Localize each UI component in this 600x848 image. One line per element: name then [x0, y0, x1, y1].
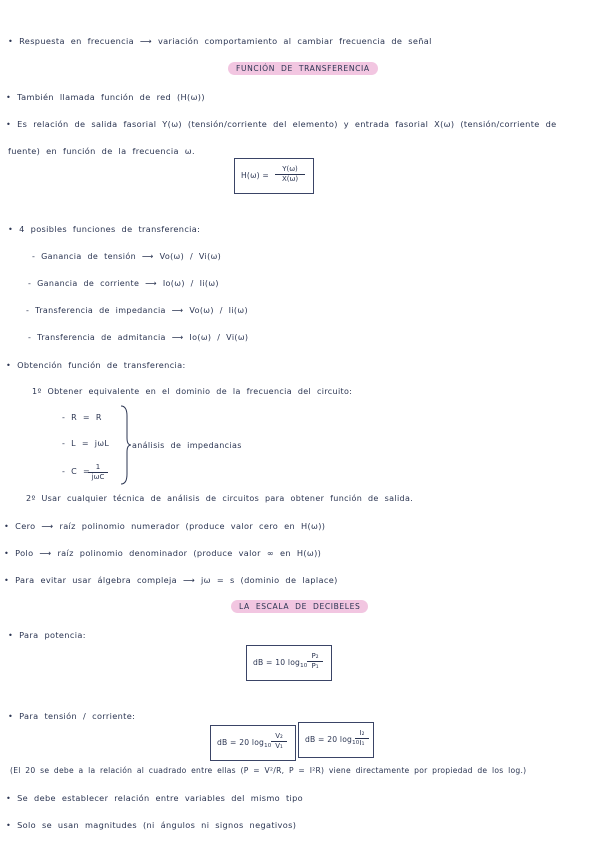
- note-zero: • Cero ⟶ raíz polinomio numerador (produce valor cero en H(ω)): [4, 521, 326, 531]
- voltage-fraction: [271, 732, 287, 751]
- formula-numerator: Y(ω): [275, 165, 305, 175]
- note-obtaining-function: • Obtención función de transferencia:: [6, 360, 186, 370]
- formula-denominator: X(ω): [281, 175, 299, 183]
- current-denominator: I₁: [359, 739, 365, 747]
- formula-box-current: [298, 722, 374, 758]
- formula-box-voltage: [210, 725, 296, 761]
- current-numerator: I₂: [355, 729, 369, 739]
- power-numerator: P₂: [307, 652, 323, 662]
- power-fraction: [307, 652, 323, 671]
- note-four-functions: • 4 posibles funciones de transferencia:: [8, 224, 201, 234]
- note-for-power: • Para potencia:: [8, 630, 86, 640]
- formula-box-transfer: [234, 158, 314, 194]
- power-formula-lhs: [253, 658, 307, 669]
- power-formula-base: 10: [300, 663, 308, 669]
- heading-transfer-function: FUNCIÓN DE TRANSFERENCIA: [228, 62, 378, 75]
- capacitor-denominator: jωC: [91, 473, 105, 481]
- power-formula-text: dB = 10 log: [253, 658, 301, 667]
- note-pole: • Polo ⟶ raíz polinomio denominador (produce valor ∞ en H(ω)): [4, 548, 322, 558]
- step-1: 1º Obtener equivalente en el dominio de la frecuencia del circuito:: [32, 387, 353, 396]
- capacitor-numerator: 1: [88, 463, 108, 473]
- step-2: 2º Usar cualquier técnica de análisis de circuitos para obtener función de salida.: [26, 494, 414, 503]
- list-item-voltage-gain: - Ganancia de tensión ⟶ Vo(ω) / Vi(ω): [32, 252, 222, 261]
- note-magnitudes-only: • Solo se usan magnitudes (ni ángulos ni signos negativos): [6, 820, 297, 830]
- note-frequency-response: • Respuesta en frecuencia ⟶ variación comportamiento al cambiar frecuencia de señal: [8, 36, 432, 46]
- list-item-admittance-transfer: - Transferencia de admitancia ⟶ Io(ω) / Vi(ω): [28, 333, 249, 342]
- formula-box-power: [246, 645, 332, 681]
- current-formula-lhs: [305, 735, 359, 746]
- note-ratio-output-input: • Es relación de salida fasorial Y(ω) (tensión/corriente del elemento) y entrada fasorial X(ω) (tensión/corriente de: [6, 119, 557, 129]
- current-formula-base: 10: [352, 740, 360, 746]
- equivalence-resistor: - R = R: [62, 413, 102, 422]
- note-ratio-continued: fuente) en función de la frecuencia ω.: [8, 146, 195, 156]
- note-network-function: • También llamada función de red (H(ω)): [6, 92, 205, 102]
- brace-icon: [118, 404, 132, 486]
- heading-decibel-scale: LA ESCALA DE DECIBELES: [231, 600, 368, 613]
- note-for-voltage-current: • Para tensión / corriente:: [8, 711, 136, 721]
- current-fraction: [355, 729, 369, 748]
- list-item-current-gain: - Ganancia de corriente ⟶ Io(ω) / Ii(ω): [28, 279, 219, 288]
- capacitor-fraction: [88, 463, 108, 482]
- formula-fraction: [275, 165, 305, 184]
- voltage-formula-lhs: [217, 738, 271, 749]
- voltage-formula-base: 10: [264, 743, 272, 749]
- formula-lhs: H(ω) =: [241, 171, 269, 180]
- equivalence-capacitor: - C =: [62, 467, 91, 476]
- current-formula-text: dB = 20 log: [305, 735, 353, 744]
- voltage-denominator: V₁: [275, 742, 283, 750]
- voltage-numerator: V₂: [271, 732, 287, 742]
- list-item-impedance-transfer: - Transferencia de impedancia ⟶ Vo(ω) / Ii(ω): [26, 306, 248, 315]
- voltage-formula-text: dB = 20 log: [217, 738, 265, 747]
- note-log-property: (El 20 se debe a la relación al cuadrado entre ellas (P = V²/R, P = I²R) viene directamente por propiedad de los log.): [10, 766, 527, 775]
- equivalence-inductor: - L = jωL: [62, 439, 110, 448]
- note-same-type: • Se debe establecer relación entre variables del mismo tipo: [6, 793, 304, 803]
- note-laplace: • Para evitar usar álgebra compleja ⟶ jω = s (dominio de laplace): [4, 575, 338, 585]
- power-denominator: P₁: [311, 662, 319, 670]
- impedance-analysis-label: análisis de impedancias: [132, 441, 242, 450]
